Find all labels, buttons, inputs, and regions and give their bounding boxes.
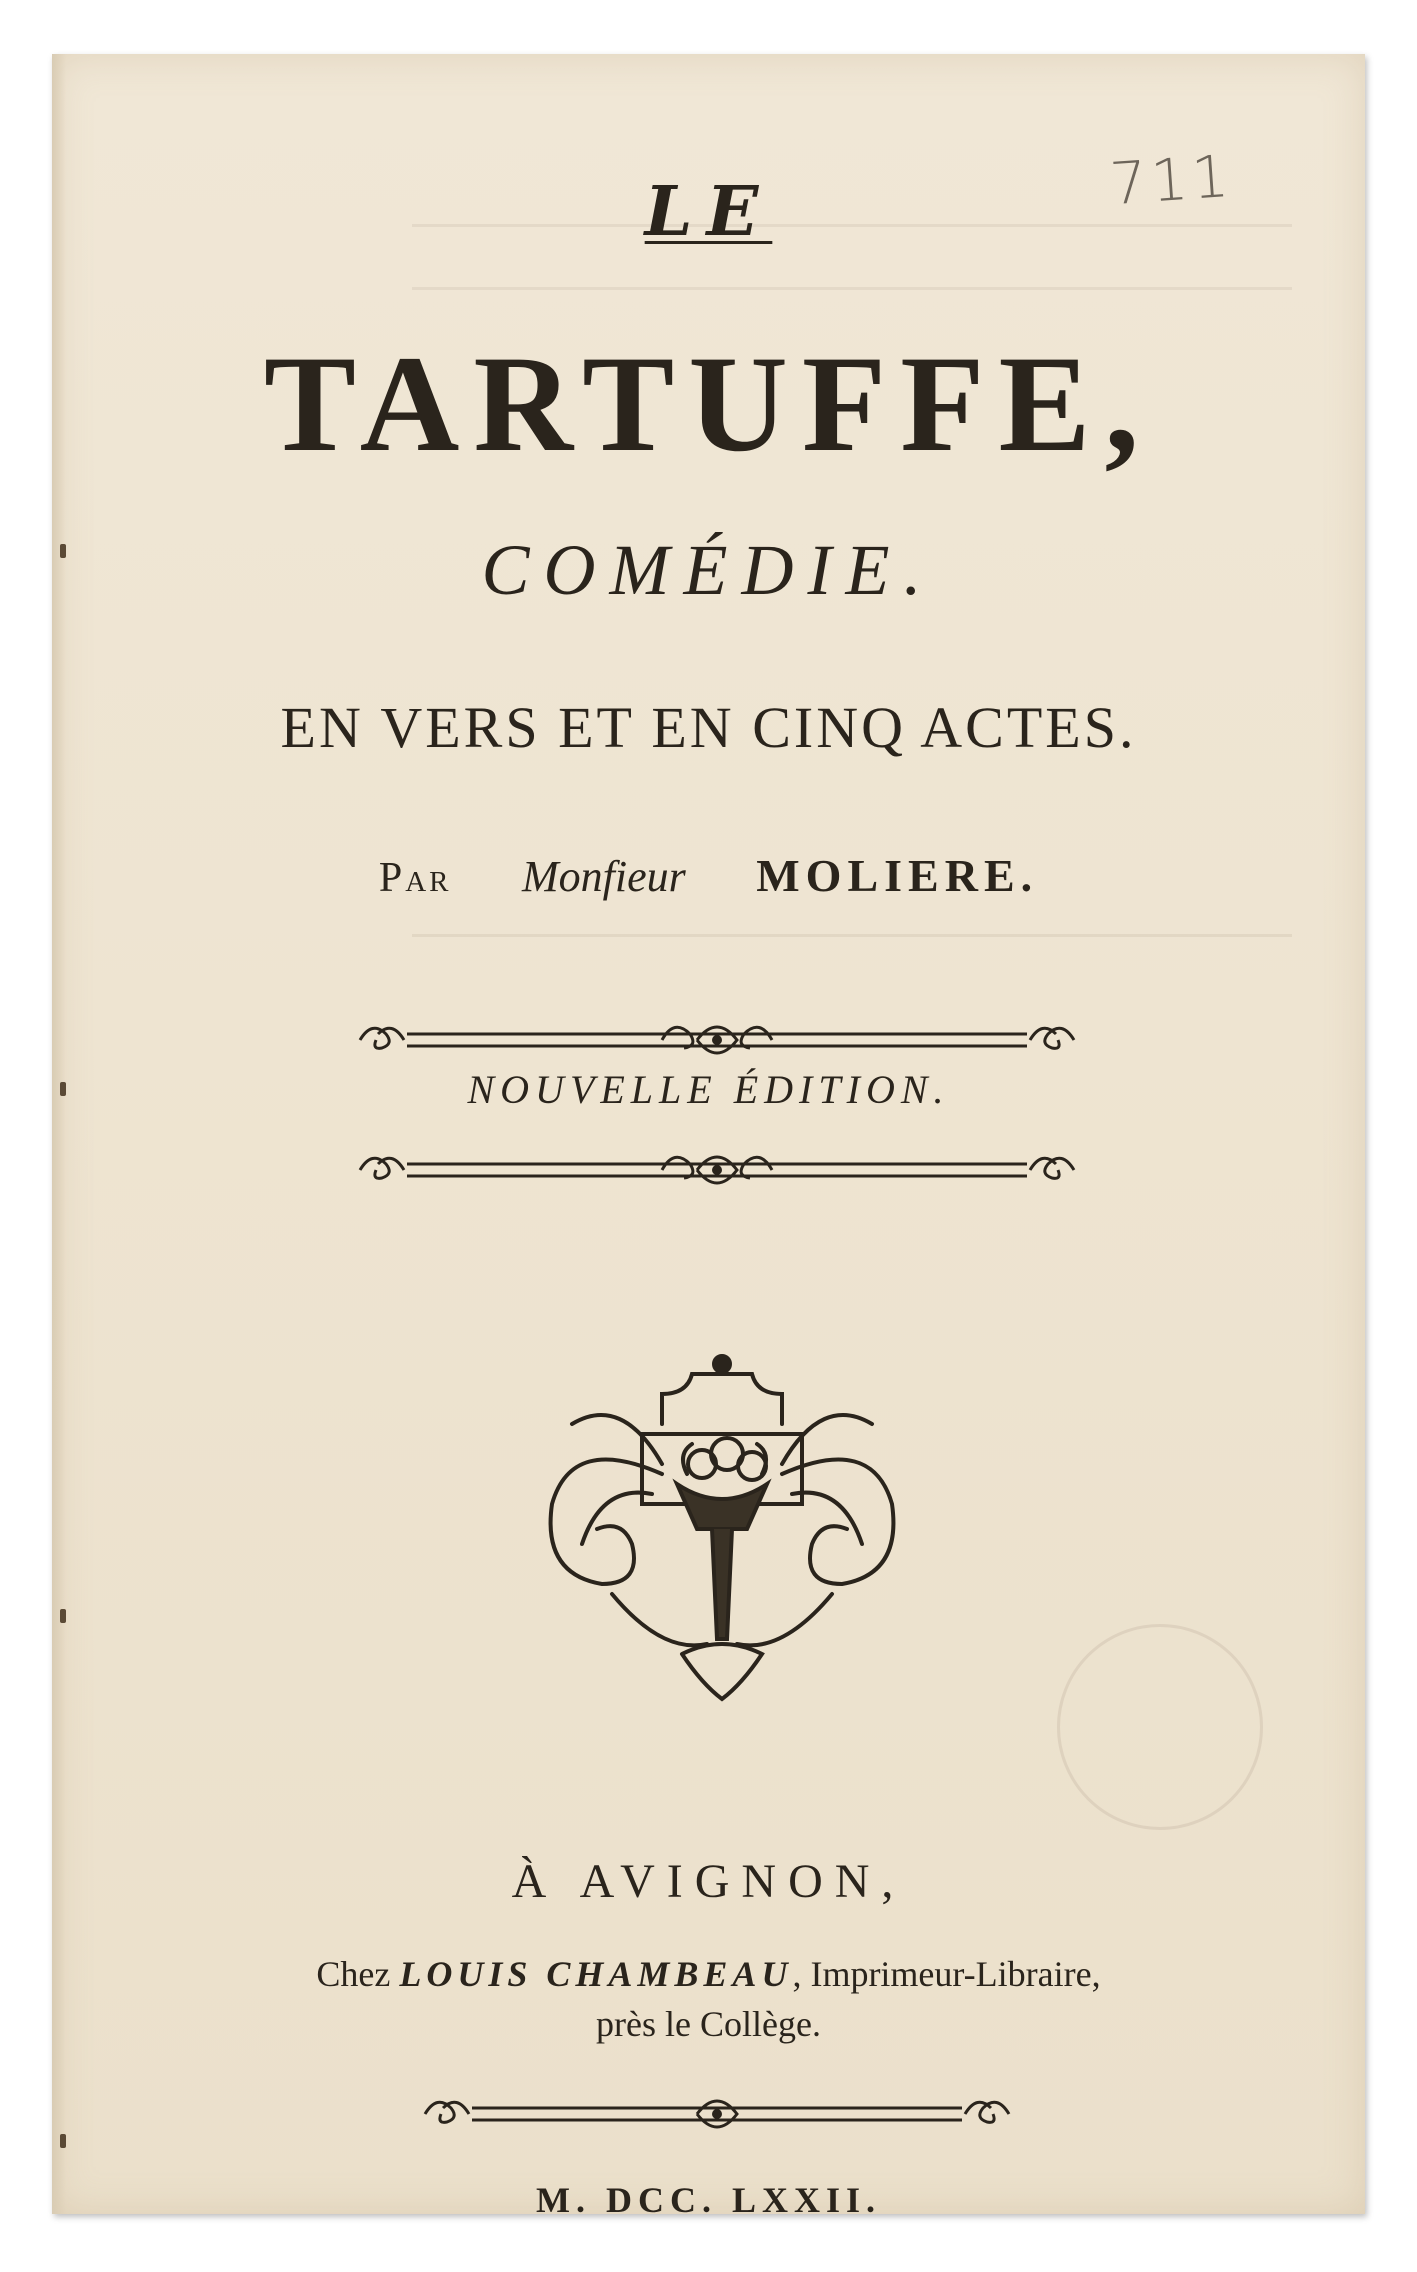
genre: COMÉDIE. xyxy=(481,530,936,610)
title-article: LE xyxy=(644,172,773,252)
author-line xyxy=(52,849,1365,902)
ornamental-rule-imprint xyxy=(417,2091,1017,2137)
author-prefix: Par xyxy=(378,855,452,901)
play-title: TARTUFFE, xyxy=(263,327,1154,480)
edition: NOUVELLE ÉDITION. xyxy=(467,1067,950,1112)
ornamental-rule-bottom xyxy=(352,1147,1082,1193)
handwritten-shelfmark: 711 xyxy=(1107,141,1235,219)
urn-vignette-icon xyxy=(512,1354,932,1714)
ornamental-rule-top xyxy=(352,1017,1082,1063)
title-page xyxy=(52,54,1365,2214)
imprint-city: À AVIGNON, xyxy=(511,1855,906,1908)
publication-date: M. DCC. LXXII. xyxy=(536,2180,881,2214)
printer-name: LOUIS CHAMBEAU xyxy=(399,1954,793,1994)
author-honorific: Monfieur xyxy=(522,852,686,901)
author-name: MOLIERE. xyxy=(756,850,1039,901)
show-through-stamp xyxy=(1057,1624,1263,1830)
imprint xyxy=(52,1949,1365,2049)
binding-stitch xyxy=(60,1609,66,1623)
binding-stitch xyxy=(60,2134,66,2148)
imprint-lead: Chez xyxy=(316,1954,391,1994)
imprint-line-1 xyxy=(52,1949,1365,1999)
printer-role: , Imprimeur-Libraire, xyxy=(792,1954,1101,1994)
show-through-rule xyxy=(412,934,1292,977)
subtitle: EN VERS ET EN CINQ ACTES. xyxy=(280,695,1137,760)
imprint-line-2: près le Collège. xyxy=(596,2004,821,2044)
